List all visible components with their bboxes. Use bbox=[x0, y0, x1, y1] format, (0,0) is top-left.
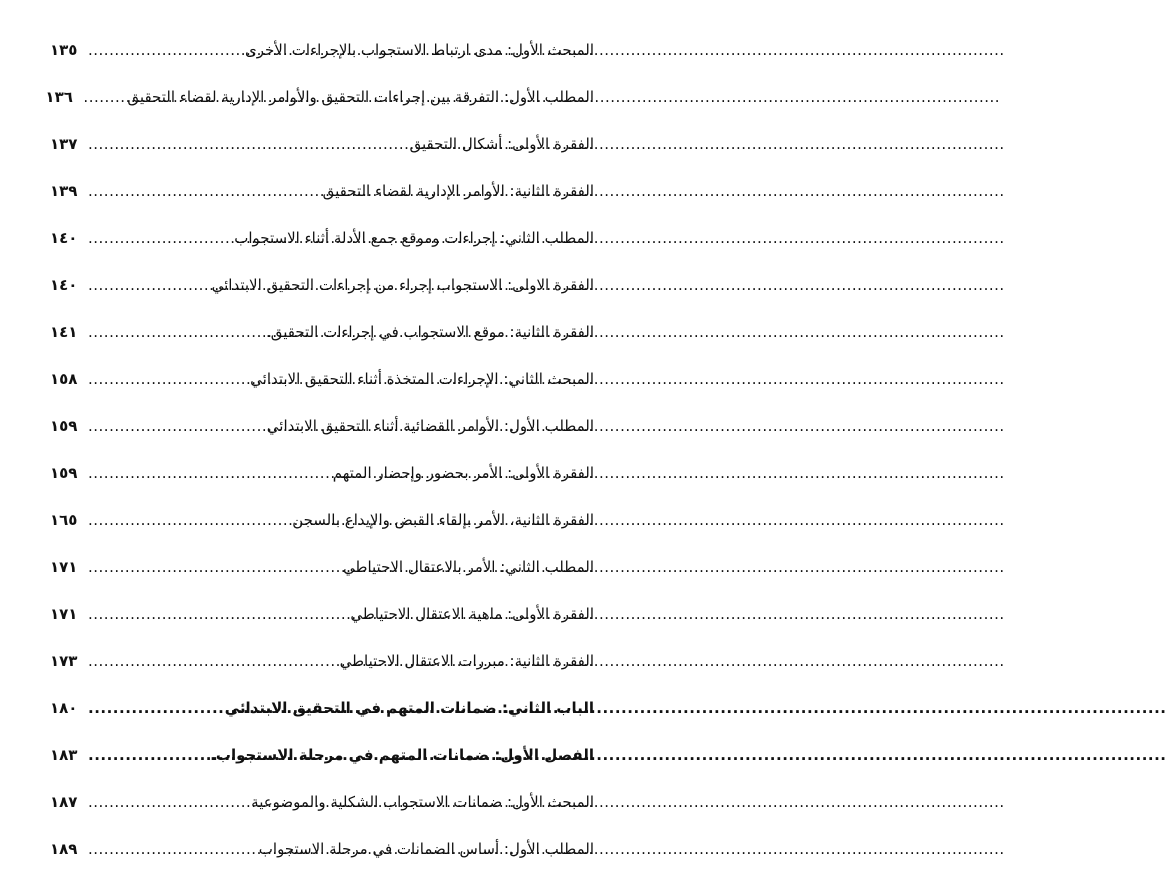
toc-entry-page-number: ١٨٣ bbox=[50, 746, 78, 764]
toc-entry-title: المبحث الأول: مدى ارتباط الاستجواب بالإجراءات الأخرى bbox=[245, 41, 594, 59]
toc-entry-page-number: ١٨٩ bbox=[50, 840, 78, 858]
toc-entry-title: المبحث الأول: ضمانات الاستجواب الشكلية والموضوعية bbox=[251, 793, 594, 811]
toc-entry-page-number: ١٧١ bbox=[50, 558, 78, 576]
toc-entry-page-number: ١٧١ bbox=[50, 605, 78, 623]
toc-entry-page-number: ١٤١ bbox=[50, 323, 78, 341]
toc-dot-leader bbox=[88, 34, 241, 66]
toc-entry-title: المطلب الأول: الأوامر القضائية أثناء التحقيق الابتدائي bbox=[266, 417, 594, 435]
toc-entry-title: الفقرة الثانية: الأوامر الإدارية لقضاء التحقيق bbox=[322, 182, 594, 200]
toc-entry bbox=[50, 833, 594, 880]
toc-entry-page-number: ١٤٠ bbox=[50, 276, 78, 294]
toc-entry-page-number: ١٥٩ bbox=[50, 417, 78, 435]
toc-entry-page-number: ١٥٩ bbox=[50, 464, 78, 482]
toc-entry bbox=[50, 598, 594, 645]
toc-entry-page-number: ١٨٠ bbox=[50, 699, 78, 717]
toc-dot-leader bbox=[88, 222, 230, 254]
toc-entry bbox=[50, 739, 594, 786]
toc-dot-leader bbox=[88, 269, 208, 301]
toc-entry bbox=[50, 457, 594, 504]
toc-entry bbox=[50, 316, 594, 363]
toc-entry-page-number: ١٨٧ bbox=[50, 793, 78, 811]
toc-entry bbox=[50, 34, 594, 81]
toc-entry bbox=[45, 81, 594, 128]
toc-entry-page-number: ١٤٠ bbox=[50, 229, 78, 247]
toc-dot-leader bbox=[88, 410, 263, 442]
toc-dot-leader bbox=[88, 175, 319, 207]
toc-dot-leader bbox=[88, 363, 246, 395]
toc-entry bbox=[50, 128, 594, 175]
toc-entry bbox=[50, 222, 594, 269]
toc-entry-title: الفقرة الأولى: الأمر بحضور وإحضار المتهم bbox=[332, 464, 594, 482]
toc-entry-page-number: ١٣٧ bbox=[50, 135, 78, 153]
toc-entry-title: الفقرة الاولى: الاستجواب إجراء من إجراءات التحقيق الابتدائي bbox=[211, 276, 594, 294]
toc-entry-title: الباب الثاني: ضمانات المتهم في التحقيق الابتدائي bbox=[224, 699, 594, 717]
toc-entry-title: الفقرة الأولى: أشكال التحقيق bbox=[409, 135, 594, 153]
toc-dot-leader bbox=[88, 457, 329, 489]
toc-entry-page-number: ١٥٨ bbox=[50, 370, 78, 388]
toc-dot-leader bbox=[88, 645, 336, 677]
toc-entry bbox=[50, 645, 594, 692]
toc-entry-title: الفصل الأول: ضمانات المتهم في مرحلة الاستجواب. bbox=[210, 746, 594, 764]
toc-entry-title: الفقرة الثانية: موقع الاستجواب في إجراءات التحقيق. bbox=[265, 323, 594, 341]
toc-entry bbox=[50, 551, 594, 598]
toc-entry-page-number: ١٧٣ bbox=[50, 652, 78, 670]
toc-entry bbox=[50, 786, 594, 833]
toc-entry bbox=[50, 504, 594, 551]
toc-entry-page-number: ١٣٩ bbox=[50, 182, 78, 200]
toc-entry-title: المطلب الثاني: الأمر بالاعتقال الاحتياطي bbox=[343, 558, 594, 576]
toc-entry-page-number: ١٣٥ bbox=[50, 41, 78, 59]
toc-dot-leader bbox=[88, 128, 405, 160]
toc-entry bbox=[50, 692, 594, 739]
toc-entry-title: المبحث الثاني: الإجراءات المتخذة أثناء التحقيق الابتدائي bbox=[250, 370, 594, 388]
toc-entry-title: المطلب الأول: التفرقة بين إجراءات التحقيق والأوامر الإدارية لقضاء التحقيق bbox=[127, 88, 594, 106]
toc-entry bbox=[50, 363, 594, 410]
toc-dot-leader bbox=[88, 833, 255, 865]
toc-dot-leader bbox=[83, 81, 123, 113]
toc-dot-leader bbox=[88, 551, 339, 583]
table-of-contents bbox=[45, 34, 594, 880]
toc-entry bbox=[50, 269, 594, 316]
toc-entry-page-number: ١٦٥ bbox=[50, 511, 78, 529]
toc-dot-leader bbox=[88, 692, 221, 724]
toc-dot-leader bbox=[88, 739, 206, 771]
toc-entry-title: الفقرة الثانية: مبررات الاعتقال الاحتياطي bbox=[339, 652, 594, 670]
toc-entry-title: المطلب الثاني: إجراءات وموقع جمع الأدلة أثناء الاستجواب bbox=[234, 229, 594, 247]
toc-entry-title: الفقرة الثانية، الأمر بإلقاء القبض والإيداع بالسجن bbox=[292, 511, 594, 529]
toc-entry-title: الفقرة الأولى: ماهية الاعتقال الاحتياطي bbox=[350, 605, 594, 623]
toc-entry-title: المطلب الأول: أساس الضمانات في مرحلة الاستجواب bbox=[258, 840, 594, 858]
toc-entry-page-number: ١٣٦ bbox=[45, 88, 73, 106]
toc-dot-leader bbox=[88, 598, 346, 630]
toc-dot-leader bbox=[88, 316, 262, 348]
toc-dot-leader bbox=[88, 504, 288, 536]
toc-entry bbox=[50, 175, 594, 222]
toc-dot-leader bbox=[88, 786, 247, 818]
toc-entry bbox=[50, 410, 594, 457]
